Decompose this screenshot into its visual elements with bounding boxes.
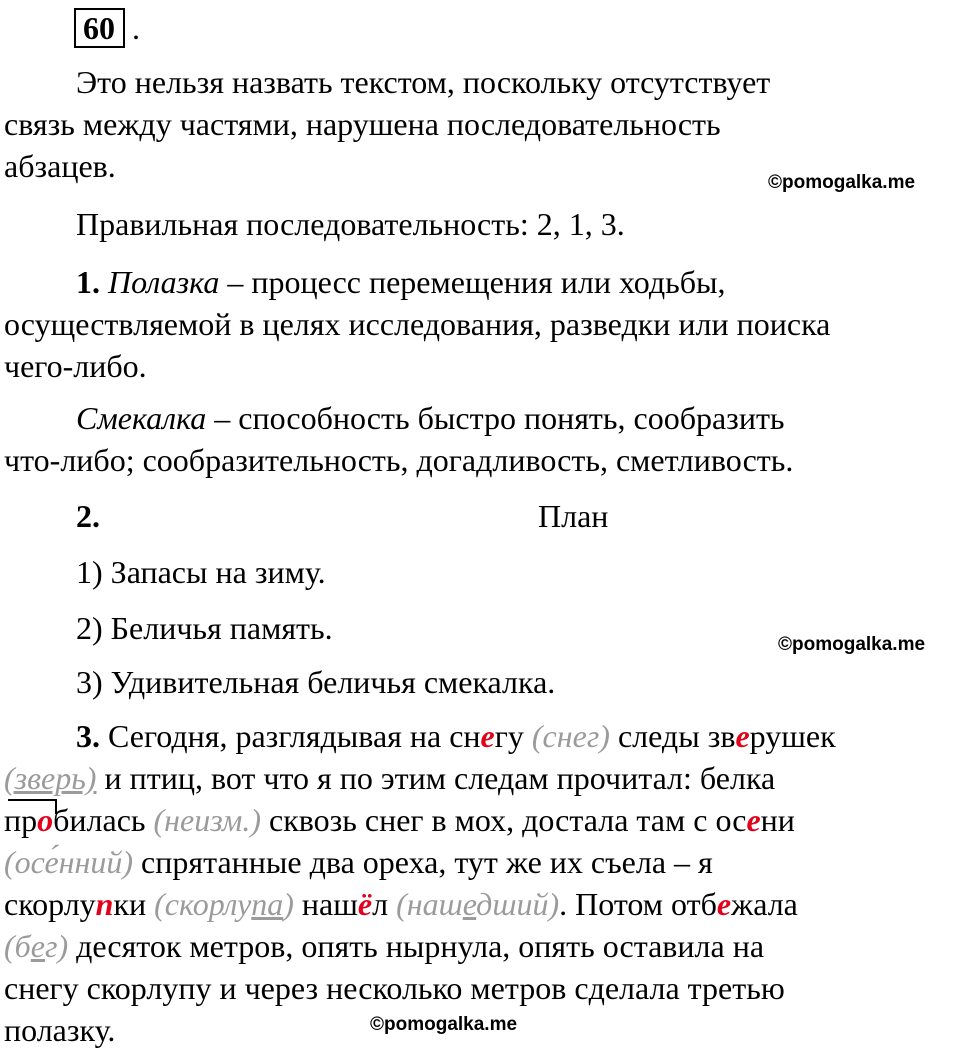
plan-title: План — [538, 498, 609, 534]
task3-line-7: снегу скорлупу и через несколько метров сделала третью — [4, 970, 785, 1006]
term-smekalka: Смекалка — [76, 400, 207, 436]
task3-number: 3. — [76, 718, 100, 754]
exercise-number: 60 — [74, 8, 125, 48]
sequence-line: Правильная последовательность: 2, 1, 3. — [76, 206, 625, 242]
plan-item: 3) Удивительная беличья смекалка. — [76, 664, 556, 700]
plan-item: 1) Запасы на зиму. — [76, 554, 326, 590]
definition-polazka: – процесс перемещения или ходьбы, — [219, 264, 726, 300]
task3-line-3: пробилась (неизм.) сквозь снег в мох, достала там с осени — [4, 802, 795, 838]
watermark: ©pomogalka.me — [768, 172, 916, 193]
intro-line-3: абзацев. — [4, 148, 116, 184]
term-polazka: Полазка — [108, 264, 220, 300]
task1-line-5: что-либо; сообразительность, догадливость, сметливость. — [4, 442, 794, 478]
task2-number: 2. — [76, 498, 100, 534]
task1-number: 1. — [76, 264, 100, 300]
task3-line-4: (осе ́нний) спрятанные два ореха, тут же их съела – я — [4, 842, 713, 882]
exercise-number-dot: . — [132, 10, 140, 46]
definition-smekalka: – способность быстро понять, сообразить — [206, 400, 785, 436]
intro-line-2: связь между частями, нарушена последовательность — [4, 106, 721, 142]
intro-line-1: Это нельзя назвать текстом, поскольку отсутствует — [76, 64, 771, 100]
task1-line-2: осуществляемой в целях исследования, разведки или поиска — [4, 306, 831, 342]
plan-item: 2) Беличья память. — [76, 610, 333, 646]
task3-line-5: скорлупки (скорлупа) нашёл (нашедший). Потом отбежала — [4, 886, 798, 922]
task3-line-2: (зверь) и птиц, вот что я по этим следам прочитал: белка — [4, 760, 776, 796]
task3-line-6: (бег) десяток метров, опять нырнула, опять оставила на — [4, 928, 765, 964]
task3-line-1: 3. Сегодня, разглядывая на снегу (снег) следы зверушек — [76, 718, 836, 754]
watermark: ©pomogalka.me — [370, 1014, 518, 1035]
task1-line-3: чего-либо. — [4, 348, 147, 384]
task3-line-8: полазку. — [4, 1012, 116, 1048]
watermark: ©pomogalka.me — [778, 634, 926, 655]
